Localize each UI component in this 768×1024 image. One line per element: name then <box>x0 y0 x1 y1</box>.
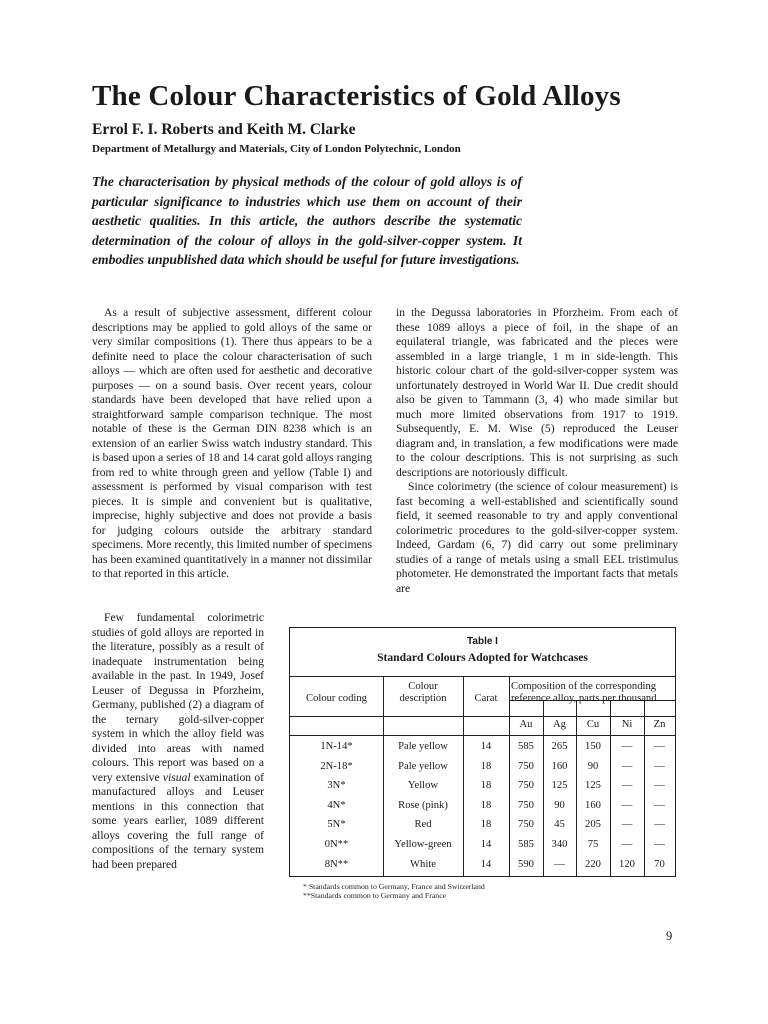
table-cell-zn: 70 <box>654 858 665 870</box>
table-title: Standard Colours Adopted for Watchcases <box>377 651 588 664</box>
table-cell-code: 0N** <box>324 839 349 850</box>
table-cell-zn: — <box>654 760 665 772</box>
table-cell-au: 750 <box>518 799 534 811</box>
article-abstract: The characterisation by physical methods of the colour of gold alloys is of particular significance to industries which use them on account of their aesthetic qualities. In this article, the authors describe the systematic determination of the colour of alloys in the gold-silver-copper system. It embodies unpublished data which should be useful for future investigations. <box>92 174 522 268</box>
table-cell-desc: Red <box>414 819 432 831</box>
table-cell-ag: 45 <box>554 819 565 831</box>
table-cell-code: 4N* <box>327 799 346 811</box>
table-cell-carat: 14 <box>480 858 492 870</box>
table-cell-au: 750 <box>518 819 534 831</box>
table-cell-carat: 14 <box>480 741 492 752</box>
table-cell-ag: — <box>554 858 565 870</box>
col-header-au: Au <box>519 719 533 730</box>
col-header-zn: Zn <box>653 719 666 730</box>
table-cell-au: 585 <box>518 741 534 752</box>
table-cell-code: 3N* <box>327 780 346 792</box>
table-rule <box>290 676 675 677</box>
table-cell-desc: Yellow <box>407 780 439 792</box>
table-footnote-1: * Standards common to Germany, France and Switzerland <box>303 882 485 891</box>
table-cell-desc: White <box>410 858 436 870</box>
table-cell-cu: 205 <box>585 819 601 831</box>
paragraph-text: Few fundamental colorimetric studies of gold alloys are reported in the literature, possibly as a result of inadequate instrumentation being available in the past. In 1949, Josef Leuser of Degussa in Pforzheim, Germany, published (2) a diagram of the ternary gold-silver-copper system in which the alloy field was divided into areas with named colours. This report was based on a very extensive <box>92 611 264 784</box>
col-header-composition-1: Composition of the corresponding <box>511 681 657 692</box>
table-label: Table I <box>467 636 498 647</box>
col-header-composition-2: reference alloy, parts per thousand <box>511 693 657 704</box>
table-cell-cu: 125 <box>585 780 601 792</box>
table-cell-ag: 125 <box>551 780 568 792</box>
table-cell-cu: 150 <box>585 741 601 752</box>
table-cell-zn: — <box>654 780 665 792</box>
table-cell-carat: 18 <box>480 760 492 772</box>
table-cell-cu: 75 <box>587 839 599 850</box>
table-cell-zn: — <box>654 741 665 752</box>
table-cell-au: 750 <box>518 780 534 792</box>
table-cell-ni: 120 <box>619 858 635 870</box>
table-cell-ni: — <box>621 839 633 850</box>
table-cell-ni: — <box>621 799 633 811</box>
col-header-ag: Ag <box>553 719 566 730</box>
emphasis-text: visual <box>162 770 191 784</box>
body-column-right <box>396 306 678 596</box>
col-header-cu: Cu <box>586 719 600 730</box>
col-header-description-1: Colour <box>408 681 438 692</box>
table-cell-desc: Rose (pink) <box>398 799 448 811</box>
table-cell-desc: Yellow-green <box>394 839 452 850</box>
table-cell-carat: 18 <box>480 799 492 811</box>
author-affiliation: Department of Metallurgy and Materials, City of London Polytechnic, London <box>92 143 461 155</box>
paragraph-text: examination of manufactured alloys and Leuser mentions in this connection that some years earlier, 1089 different alloys covering the full range of compositions of the ternary system had been prepared <box>92 770 264 871</box>
table-cell-code: 2N-18* <box>320 760 353 772</box>
page-number: 9 <box>666 929 673 943</box>
col-header-ni: Ni <box>621 719 633 730</box>
table-cell-desc: Pale yellow <box>398 741 448 752</box>
table-cell-carat: 18 <box>480 819 492 831</box>
col-header-carat: Carat <box>474 693 498 704</box>
table-cell-carat: 18 <box>480 780 492 792</box>
table-cell-au: 590 <box>518 858 534 870</box>
table-cell-ag: 160 <box>551 760 568 772</box>
table-cell-ag: 340 <box>551 839 568 850</box>
body-column-left-narrow <box>92 611 264 872</box>
table-rule <box>290 716 675 717</box>
table-cell-ag: 265 <box>551 741 568 752</box>
body-column-left <box>92 306 372 582</box>
table-cell-cu: 220 <box>585 858 601 870</box>
paragraph: Since colorimetry (the science of colour measurement) is fast becoming a well-established and scientifically sound field, it seemed reasonable to try and apply conventional colorimetric procedures to the gold-silver-copper system. Indeed, Gardam (6, 7) did carry out some preliminary studies of a range of metals using a small EEL tristimulus photometer. He demonstrated the important facts that metals are <box>396 480 678 595</box>
table-footnote-2: **Standards common to Germany and France <box>303 891 447 900</box>
table-cell-code: 5N* <box>327 819 346 831</box>
table-rule <box>290 735 675 736</box>
table-cell-ni: — <box>621 819 633 831</box>
standard-colours-table <box>289 627 676 877</box>
table-cell-au: 585 <box>518 839 534 850</box>
paragraph <box>92 611 264 872</box>
table-cell-ni: — <box>621 741 633 752</box>
col-header-description-2: description <box>399 693 447 704</box>
paragraph: As a result of subjective assessment, different colour descriptions may be applied to gold alloys of the same or very similar compositions (1). There thus appears to be a definite need to place the colour characterisation of such alloys — which are often used for aesthetic and decorative purposes — on a sound basis. Over recent years, colour standards have been developed that have relied upon a straightforward sample comparison technique. The most notable of these is the German DIN 8238 which is an extension of an earlier Swiss watch industry standard. This is based upon a series of 18 and 14 carat gold alloys ranging from red to white through green and yellow (Table I) and assessment is performed by visual comparison with test pieces. It is simple and convenient but is qualitative, imprecise, highly subjective and does not provide a basis for judging colours outside the arbitrary standard specimens. More recently, this limited number of specimens has been examined quantitatively in a manner not dissimilar to that reported in this article. <box>92 306 372 580</box>
table-cell-zn: — <box>654 799 665 811</box>
table-cell-ni: — <box>621 780 633 792</box>
table-cell-carat: 14 <box>480 839 492 850</box>
table-cell-au: 750 <box>518 760 534 772</box>
table-cell-code: 8N** <box>324 858 349 870</box>
table-cell-code: 1N-14* <box>320 741 353 752</box>
table-cell-ni: — <box>621 760 633 772</box>
col-header-coding: Colour coding <box>306 693 367 704</box>
paragraph: in the Degussa laboratories in Pforzheim. From each of these 1089 alloys a piece of foil, in the shape of an equilateral triangle, was fabricated and the pieces were assembled in a large triangle, 1 m in side-length. This historic colour chart of the gold-silver-copper system was unfortunately destroyed in World War II. Due credit should also be given to Tammann (3, 4) who made similar but much more limited observations from 1917 to 1919. Subsequently, E. M. Wise (5) reproduced the Leuser diagram and, in translation, a few modifications were made to the colour descriptions. This is not surprising as such descriptions are notoriously difficult. <box>396 306 678 479</box>
table-cell-ag: 90 <box>554 799 565 811</box>
table-cell-cu: 90 <box>587 760 599 772</box>
table-cell-zn: — <box>654 839 665 850</box>
article-authors: Errol F. I. Roberts and Keith M. Clarke <box>92 121 356 138</box>
table-cell-desc: Pale yellow <box>398 760 448 772</box>
table-cell-cu: 160 <box>585 799 601 811</box>
table-cell-zn: — <box>654 819 665 831</box>
article-title: The Colour Characteristics of Gold Alloys <box>92 80 621 112</box>
